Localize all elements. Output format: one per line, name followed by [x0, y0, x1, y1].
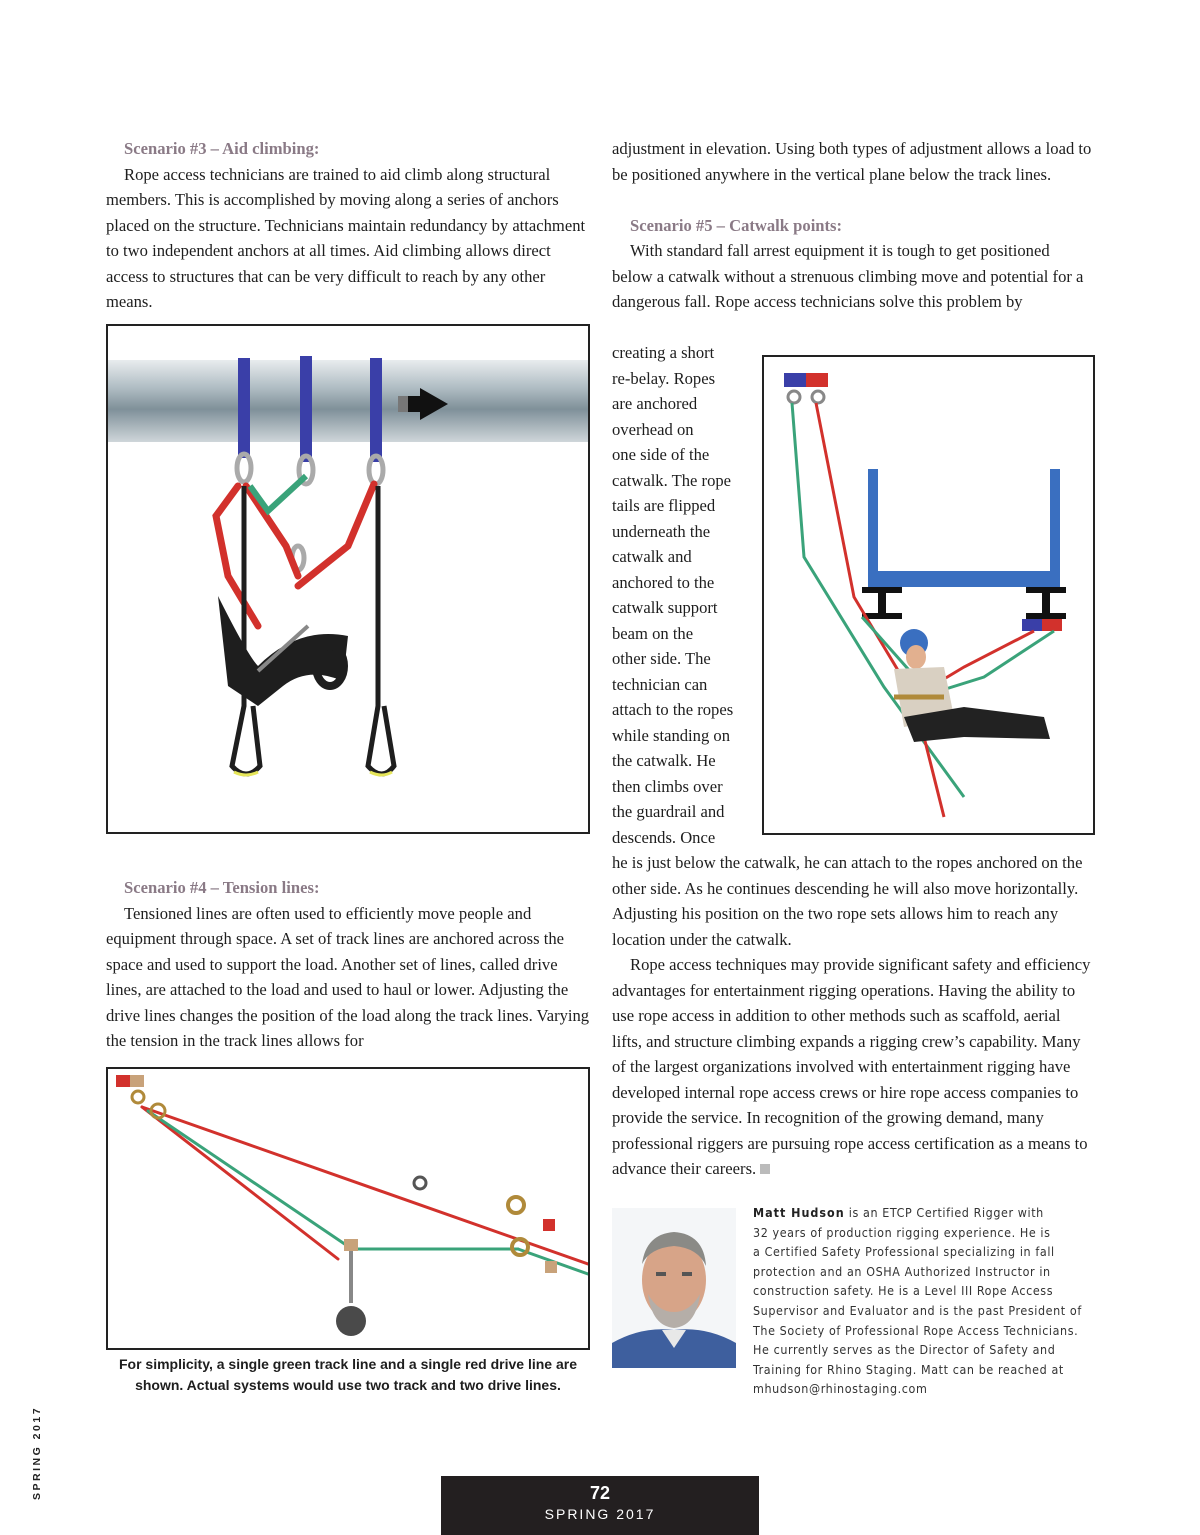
narrow-text-line: attach to the ropes — [612, 700, 734, 719]
scenario5-intro: With standard fall arrest equipment it is tough to get positioned below a catwalk without a strenuous climbing move and potential for a dangerous fall. Rope access technicians solve this problem by — [612, 241, 1084, 311]
aid-climbing-illustration — [108, 326, 588, 832]
footer-issue: SPRING 2017 — [544, 1506, 656, 1522]
bio-line: The Society of Professional Rope Access Technicians. — [753, 1322, 1079, 1338]
tension-lines-illustration — [108, 1069, 588, 1348]
bio-line: is an ETCP Certified Rigger with — [844, 1205, 1044, 1220]
narrow-text-line: are anchored — [612, 394, 698, 413]
narrow-text-line: catwalk and — [612, 547, 692, 566]
narrow-text-line: technician can — [612, 674, 708, 694]
scenario4-body: Tensioned lines are often used to efficiently move people and equipment through space. A set of track lines are anchored across the space and used to support the load. Another set of lines, called drive lines, are attached to the load and used to haul or lower. Adjusting the drive lines changes the position of the load along the track lines. Varying the tension in the track lines allows for — [106, 903, 590, 1050]
author-email: mhudson@rhinostaging.com — [753, 1381, 928, 1397]
anchor-left-tan — [130, 1075, 144, 1087]
track-line-left — [148, 1111, 352, 1249]
scenario5-after: he is just below the catwalk, he can attach to the ropes anchored on the other side. As he continues descending he will also move horizontally. Adjusting his position on the two rope sets allows him to reach any location under the catwalk. — [612, 853, 1083, 949]
structural-pipe — [108, 360, 588, 442]
right-column-top — [612, 136, 1094, 315]
author-name: Matt Hudson — [753, 1205, 845, 1220]
red-lanyards — [216, 484, 374, 626]
page-footer — [441, 1476, 759, 1535]
bio-line: Supervisor and Evaluator and is the past President of — [753, 1302, 1082, 1318]
narrow-text-line: beam on the — [612, 623, 694, 643]
author-avatar — [612, 1208, 736, 1368]
narrow-text-line: catwalk. The rope — [612, 470, 732, 490]
foot-loop-grips — [234, 772, 392, 775]
right-column-bottom — [612, 850, 1094, 1182]
bio-line: protection and an OSHA Authorized Instructor in — [753, 1263, 1051, 1279]
scenario3-section — [106, 136, 590, 315]
narrow-text-line: underneath the — [612, 521, 711, 541]
bio-line: a Certified Safety Professional specializing in fall — [753, 1244, 1055, 1260]
narrow-text-line: catwalk support — [612, 598, 718, 617]
catwalk-frame — [868, 469, 1060, 589]
narrow-text-line: while standing on — [612, 725, 730, 745]
technician — [894, 629, 1050, 742]
aid-climbing-figure — [106, 324, 590, 834]
narrow-text-line: the catwalk. He — [612, 751, 716, 770]
catwalk-figure — [762, 355, 1095, 835]
page-number: 72 — [589, 1483, 611, 1503]
end-mark-icon — [760, 1164, 770, 1174]
scenario4-heading: Scenario #4 – Tension lines: — [124, 878, 320, 897]
scenario5-narrow-text — [612, 340, 752, 850]
narrow-text-line: then climbs over — [612, 776, 723, 796]
bio-line: 32 years of production rigging experience. He is — [753, 1224, 1051, 1240]
tension-lines-figure — [106, 1067, 590, 1350]
rope-lines — [142, 1107, 588, 1274]
load-weight — [336, 1306, 366, 1336]
scenario3-body: Rope access technicians are trained to aid climb along structural members. This is accomplished by moving along a series of anchors placed on the structure. Technicians maintain redundancy by attachment to two independent anchors at all times. Aid climbing allows direct access to structures that can be very difficult to reach by any other means. — [106, 164, 586, 311]
closing-paragraph: Rope access techniques may provide significant safety and efficiency advantages for entertainment rigging operations. Having the ability to use rope access in addition to other methods such as scaffold, aerial lifts, and structure climbing expands a rigging crew’s capability. Many of the largest organizations involved with entertainment rigging have developed internal rope access crews or hire rope access companies to provide the service. In recognition of the growing demand, many professional riggers are pursuing rope access certification as a means to advance their careers. — [612, 955, 1091, 1178]
narrow-text-line: descends. Once — [612, 827, 716, 847]
narrow-text-line: the guardrail and — [612, 802, 725, 821]
narrow-text-line: other side. The — [612, 649, 711, 668]
bio-line: Training for Rhino Staging. Matt can be reached at — [753, 1361, 1064, 1377]
author-bio — [753, 1203, 1098, 1399]
side-issue-label: SPRING 2017 — [31, 1405, 43, 1500]
anchor-plates-top — [784, 373, 828, 403]
narrow-text-line: re-belay. Ropes — [612, 368, 716, 388]
anchor-left-red — [116, 1075, 130, 1087]
catwalk-ropes — [792, 403, 1054, 817]
narrow-text-line: one side of the — [612, 445, 710, 464]
scenario5-heading: Scenario #5 – Catwalk points: — [630, 215, 843, 235]
scenario4-continuation: adjustment in elevation. Using both types of adjustment allows a load to be positioned anywhere in the vertical plane below the track lines. — [612, 139, 1092, 184]
anchor-plates-beam — [1022, 619, 1062, 631]
scenario3-heading: Scenario #3 – Aid climbing: — [124, 139, 320, 158]
narrow-text-line: overhead on — [612, 419, 694, 439]
author-photo — [612, 1208, 736, 1368]
foot-loops — [232, 486, 394, 774]
narrow-text-line: creating a short — [612, 343, 715, 362]
catwalk-beams — [862, 587, 1066, 619]
narrow-text-line: anchored to the — [612, 572, 715, 592]
catwalk-illustration — [764, 357, 1093, 833]
harness — [218, 596, 348, 706]
figure-caption: For simplicity, a single green track line and a single red drive line are shown. Actual systems would use two track and two drive lines. — [118, 1356, 577, 1393]
bio-line: He currently serves as the Director of Safety and — [753, 1342, 1056, 1358]
bio-line: construction safety. He is a Level III Rope Access — [753, 1283, 1054, 1299]
rigging-hardware — [132, 1091, 557, 1303]
scenario4-section — [106, 875, 590, 1054]
drive-line-lower — [142, 1107, 338, 1259]
narrow-text-line: tails are flipped — [612, 496, 716, 515]
